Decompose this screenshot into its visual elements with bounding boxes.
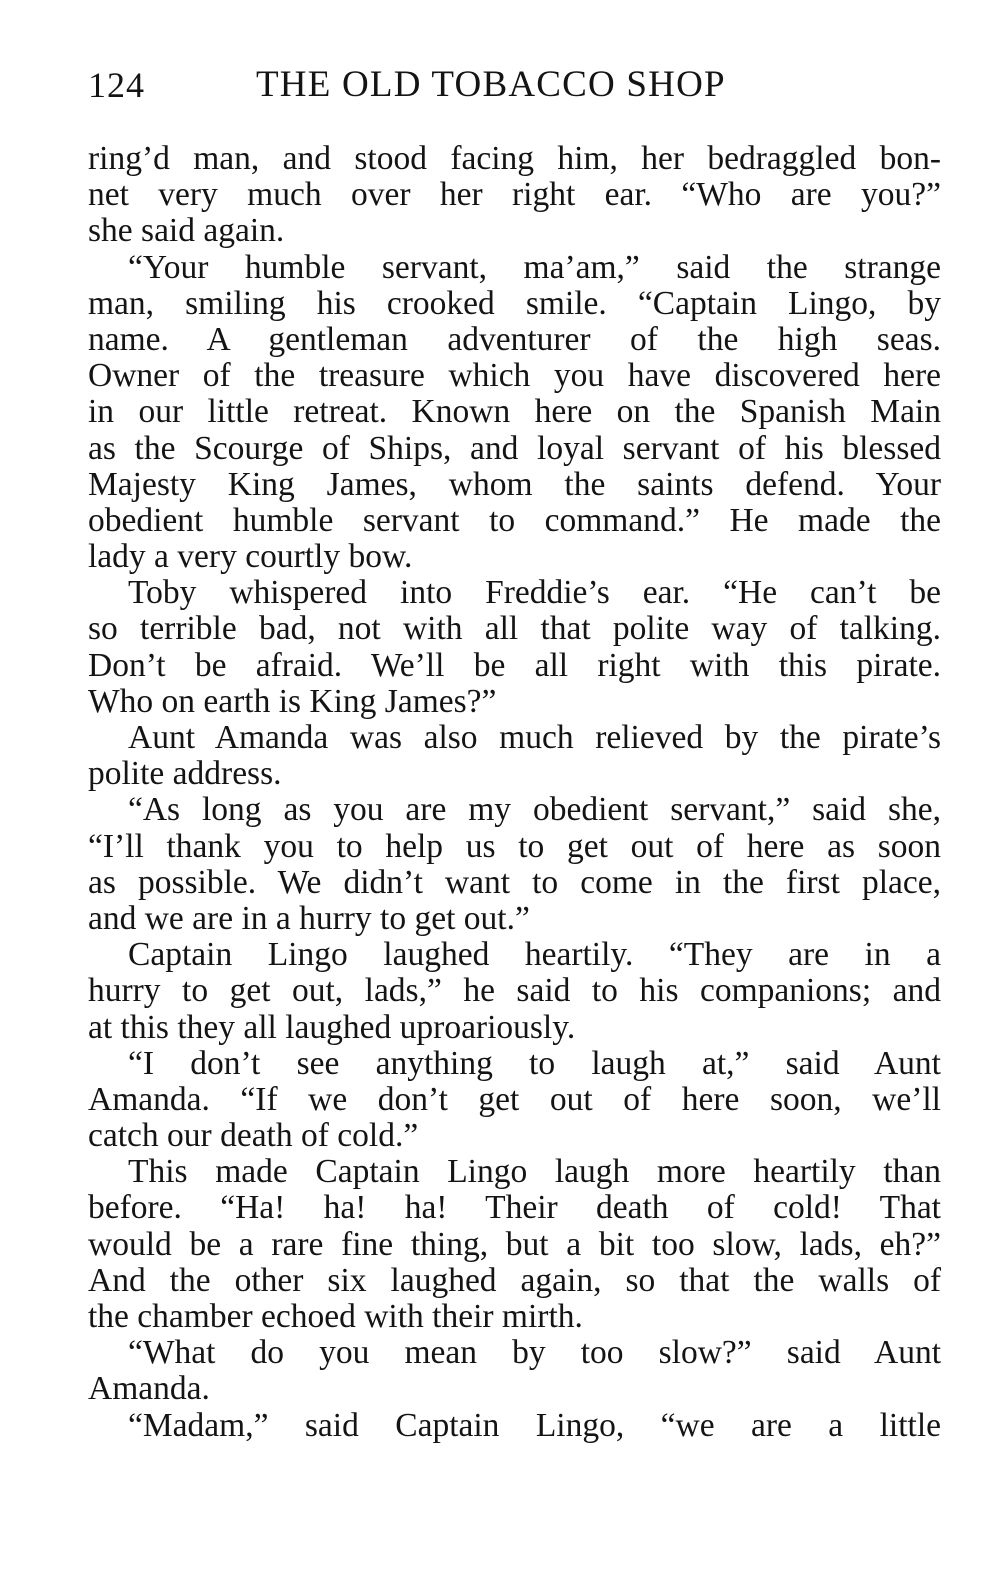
text-line: as the Scourge of Ships, and loyal servant of his blessed (88, 429, 941, 467)
text-line: Toby whispered into Freddie’s ear. “He can’t be (128, 574, 941, 612)
paragraph (88, 937, 941, 1046)
text-line: Majesty King James, whom the saints defend. Your (88, 465, 941, 503)
text-line: “As long as you are my obedient servant,” said she, (128, 791, 941, 829)
paragraph (88, 250, 941, 576)
paragraph (88, 141, 941, 250)
text-line: the chamber echoed with their mirth. (88, 1298, 583, 1335)
paragraph (88, 1335, 941, 1407)
body-text (88, 141, 941, 1444)
text-line: net very much over her right ear. “Who are you?” (88, 176, 941, 214)
text-line: Amanda. (88, 1370, 210, 1408)
text-line: in our little retreat. Known here on the Spanish Main (88, 393, 941, 431)
text-line: name. A gentleman adventurer of the high seas. (88, 320, 941, 358)
text-line: “Madam,” said Captain Lingo, “we are a little (128, 1406, 941, 1444)
text-line: And the other six laughed again, so that the walls of (88, 1261, 941, 1299)
text-line: man, smiling his crooked smile. “Captain Lingo, by (88, 284, 941, 322)
text-line: Amanda. “If we don’t get out of here soon, we’ll (88, 1080, 941, 1118)
text-line: “Your humble servant, ma’am,” said the strange (128, 248, 941, 286)
text-line: This made Captain Lingo laugh more heartily than (128, 1153, 941, 1191)
text-line: Don’t be afraid. We’ll be all right with this pirate. (88, 646, 941, 684)
text-line: ring’d man, and stood facing him, her bedraggled bon- (88, 140, 941, 177)
text-line: at this they all laughed uproariously. (88, 1008, 576, 1046)
text-line: “I’ll thank you to help us to get out of here as soon (88, 827, 941, 865)
paragraph (88, 1154, 941, 1335)
page-number: 124 (88, 65, 145, 105)
paragraph (88, 1408, 941, 1444)
text-line: Captain Lingo laughed heartily. “They are in a (128, 936, 941, 974)
text-line: Aunt Amanda was also much relieved by the pirate’s (128, 719, 941, 756)
text-line: hurry to get out, lads,” he said to his companions; and (88, 972, 941, 1010)
text-line: she said again. (88, 212, 285, 250)
text-line: “What do you mean by too slow?” said Aunt (128, 1334, 941, 1372)
text-line: Owner of the treasure which you have discovered here (88, 357, 941, 395)
text-line: polite address. (88, 755, 282, 793)
text-line: so terrible bad, not with all that polite way of talking. (88, 610, 941, 648)
text-line: as possible. We didn’t want to come in the first place, (88, 863, 941, 901)
paragraph (88, 792, 941, 937)
text-line: obedient humble servant to command.” He made the (88, 501, 941, 539)
text-line: Who on earth is King James?” (88, 682, 497, 720)
page-header (88, 62, 943, 108)
paragraph (88, 1046, 941, 1155)
paragraph (88, 575, 941, 720)
text-line: and we are in a hurry to get out.” (88, 899, 530, 937)
text-line: would be a rare fine thing, but a bit too slow, lads, eh?” (88, 1225, 941, 1263)
text-line: “I don’t see anything to laugh at,” said Aunt (128, 1044, 941, 1082)
text-line: before. “Ha! ha! ha! Their death of cold! That (88, 1189, 941, 1227)
running-title: THE OLD TOBACCO SHOP (256, 64, 726, 105)
paragraph (88, 720, 941, 792)
text-line: lady a very courtly bow. (88, 538, 413, 576)
text-line: catch our death of cold.” (88, 1117, 419, 1155)
